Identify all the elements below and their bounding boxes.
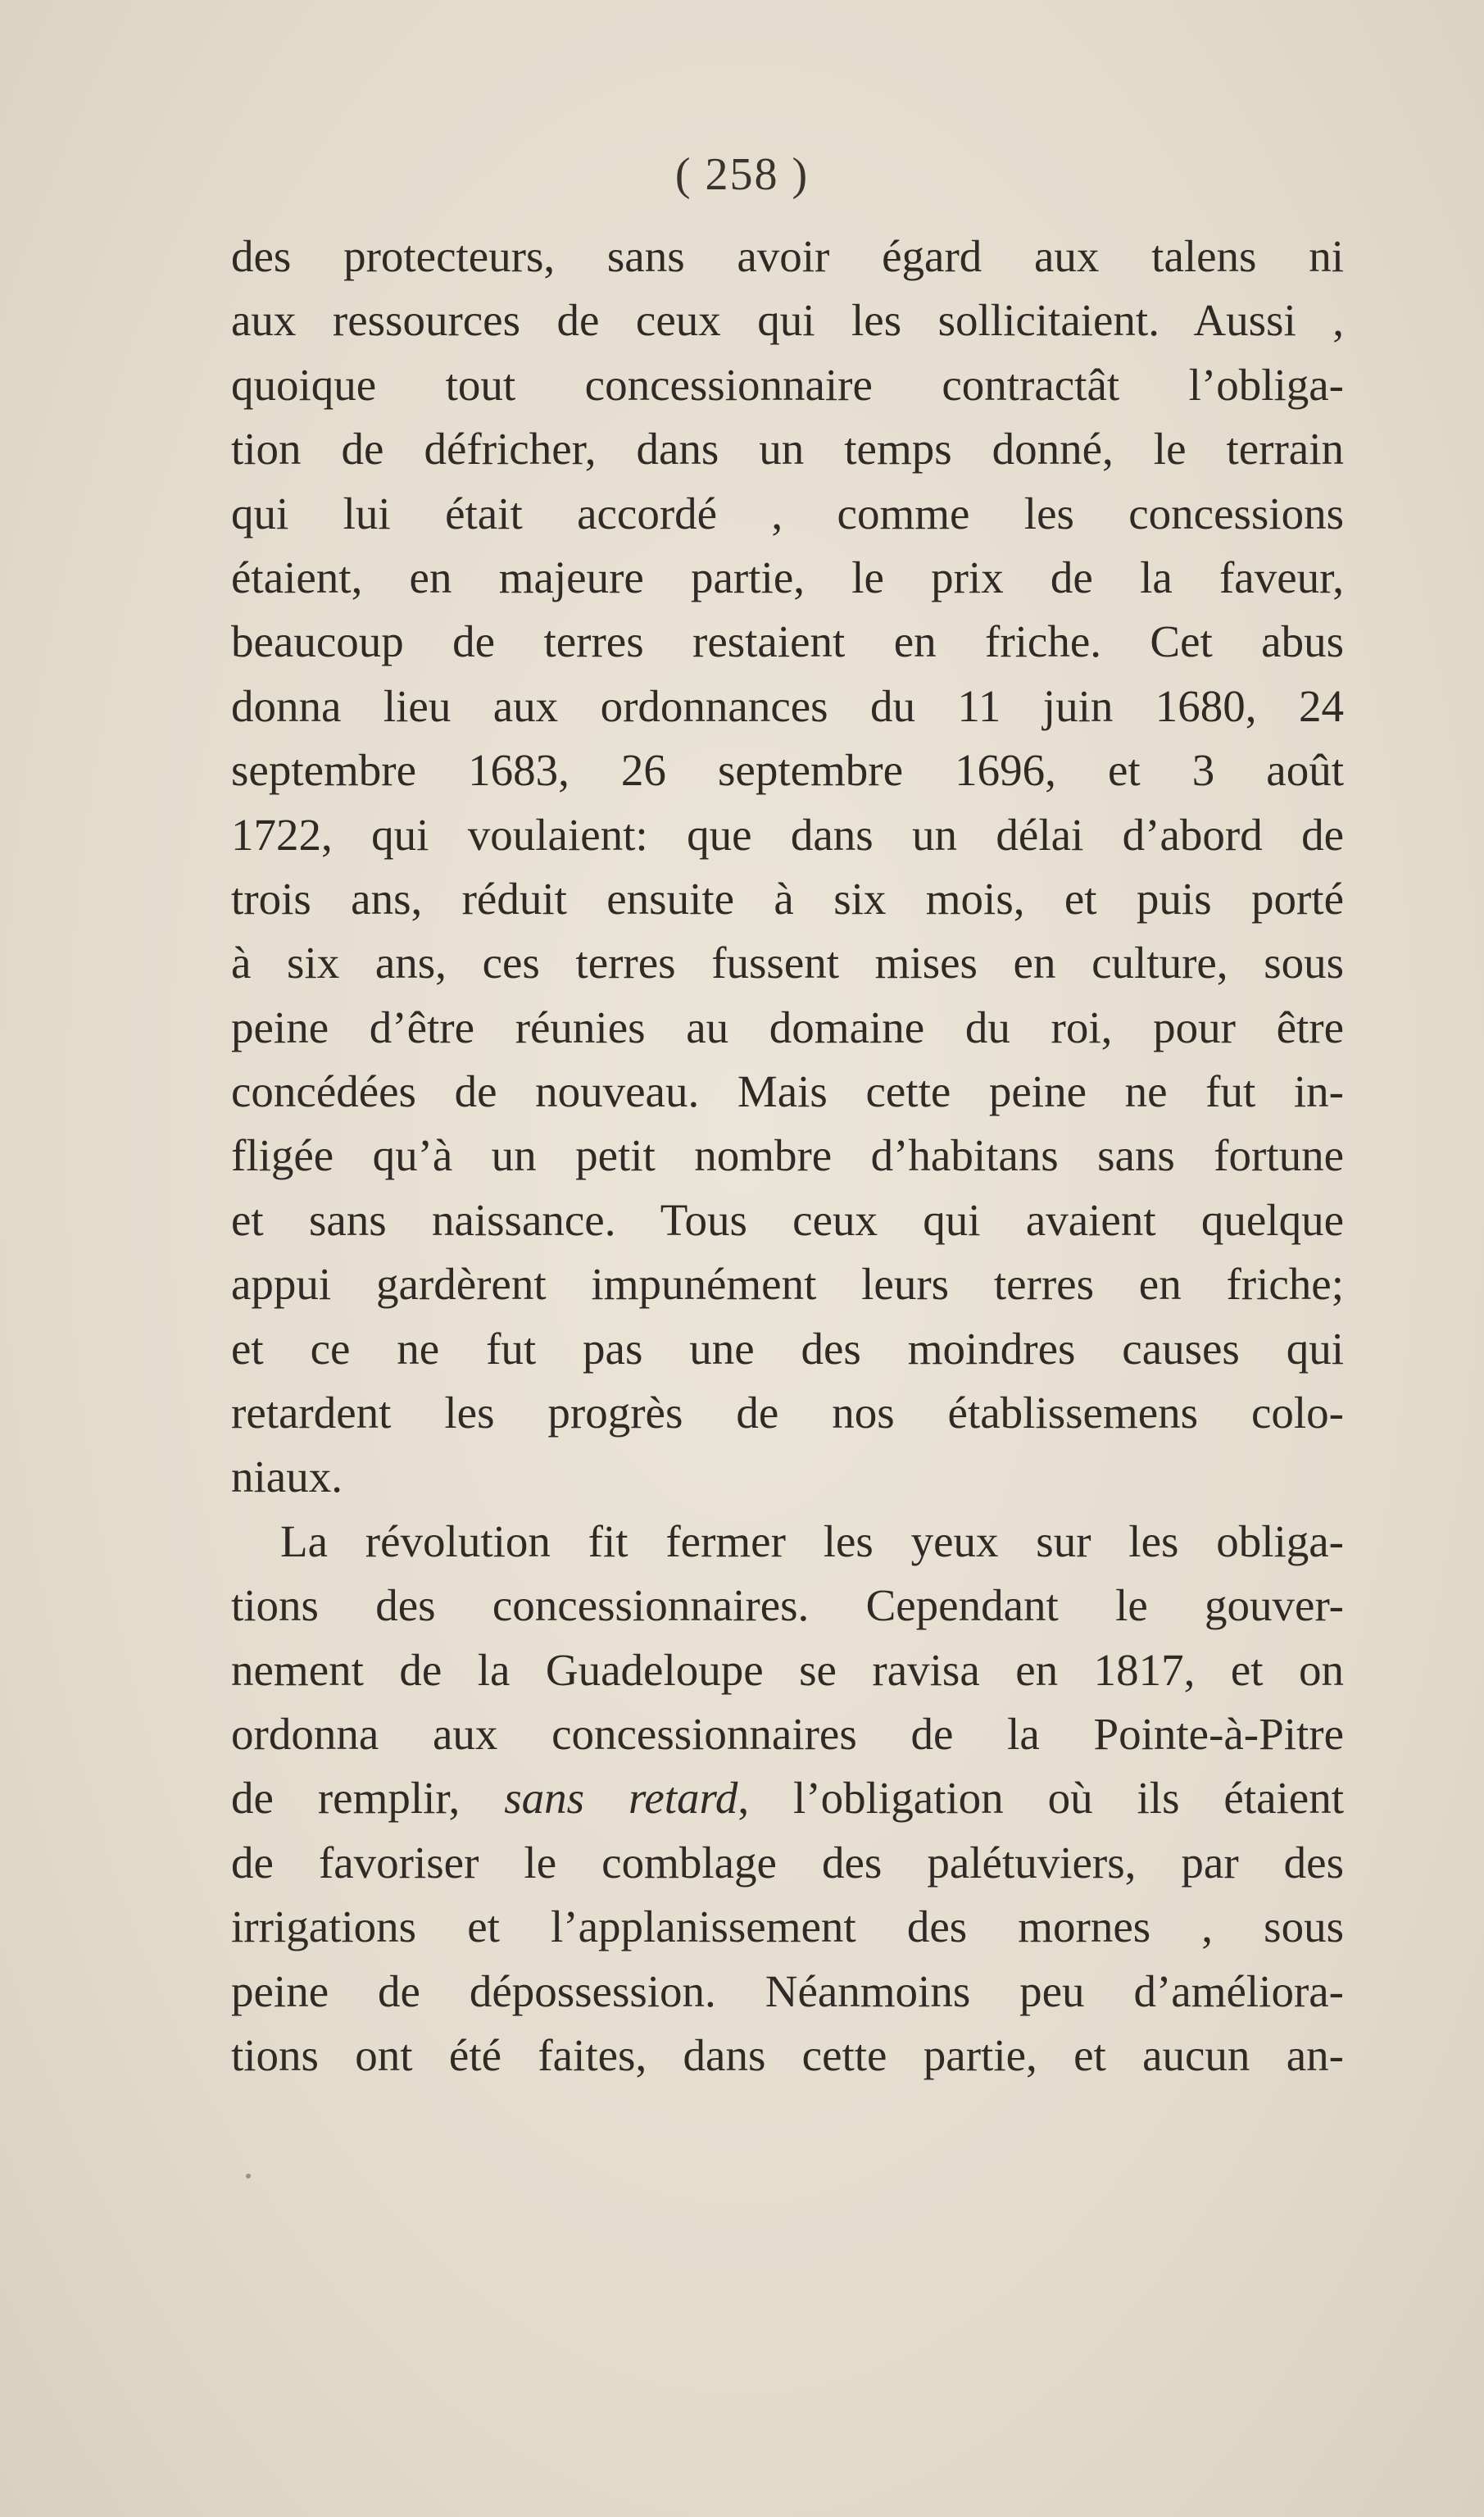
text-line: à six ans, ces terres fussent mises en culture, sous <box>231 938 1344 988</box>
text-line: ordonna aux concessionnaires de la Pointe-à-Pitre <box>231 1708 1344 1759</box>
text-line: peine de dépossession. Néanmoins peu d’améliora- <box>231 1965 1344 2016</box>
text-line: La révolution fit fermer les yeux sur les obliga- <box>280 1515 1344 1566</box>
text-line: concédées de nouveau. Mais cette peine ne fut in- <box>231 1066 1344 1117</box>
body-text <box>231 225 1344 2088</box>
text-line-mixed <box>231 1766 1344 1830</box>
text-line: des protecteurs, sans avoir égard aux talens ni <box>231 231 1344 281</box>
text-line: tions ont été faites, dans cette partie, et aucun an- <box>231 2029 1344 2080</box>
text-line: appui gardèrent impunément leurs terres en friche; <box>231 1259 1344 1310</box>
paragraph-2 <box>231 1510 1344 2088</box>
text-line: niaux. <box>231 1452 343 1502</box>
text-line: et ce ne fut pas une des moindres causes qui <box>231 1323 1344 1374</box>
text-line: irrigations et l’applanissement des mornes , sous <box>231 1901 1344 1952</box>
text-line: étaient, en majeure partie, le prix de la faveur, <box>231 552 1344 602</box>
text-line: 1722, qui voulaient: que dans un délai d’abord de <box>231 809 1344 860</box>
text-line: retardent les progrès de nos établissemens colo- <box>231 1388 1344 1438</box>
page-number: ( 258 ) <box>674 149 810 200</box>
text-run: de remplir, <box>231 1773 461 1824</box>
text-line: aux ressources de ceux qui les sollicitaient. Aussi , <box>231 295 1344 346</box>
paper-speck <box>246 2174 251 2179</box>
text-line: fligée qu’à un petit nombre d’habitans sans fortune <box>231 1130 1344 1181</box>
text-line: peine d’être réunies au domaine du roi, pour être <box>231 1002 1344 1052</box>
text-line: tion de défricher, dans un temps donné, le terrain <box>231 424 1344 475</box>
text-line: qui lui était accordé , comme les concessions <box>231 488 1344 538</box>
text-line: quoique tout concessionnaire contractât l’obliga- <box>231 359 1344 410</box>
text-line: tions des concessionnaires. Cependant le gouver- <box>231 1580 1344 1631</box>
text-run: , l’obligation où ils étaient <box>737 1773 1344 1824</box>
text-line: beaucoup de terres restaient en friche. Cet abus <box>231 616 1344 667</box>
text-line: de favoriser le comblage des palétuviers, par des <box>231 1837 1344 1888</box>
paragraph-1 <box>231 225 1344 1510</box>
text-line: trois ans, réduit ensuite à six mois, et puis porté <box>231 873 1344 924</box>
text-line: septembre 1683, 26 septembre 1696, et 3 août <box>231 745 1344 796</box>
text-line: donna lieu aux ordonnances du 11 juin 1680, 24 <box>231 680 1344 731</box>
italic-emphasis: sans retard <box>504 1773 738 1824</box>
text-line: et sans naissance. Tous ceux qui avaient quelque <box>231 1194 1344 1245</box>
text-line: nement de la Guadeloupe se ravisa en 1817, et on <box>231 1644 1344 1695</box>
